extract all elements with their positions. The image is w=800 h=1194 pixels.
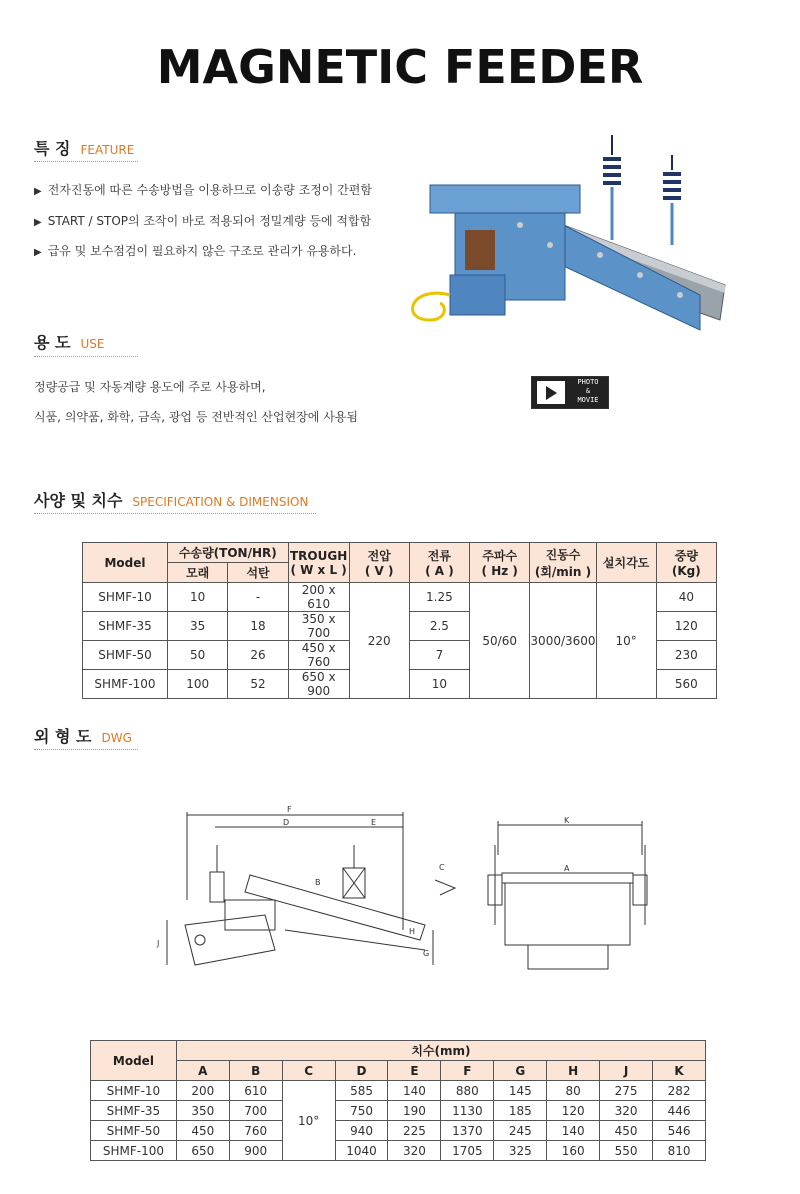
- table-cell: 230: [656, 641, 716, 670]
- table-row: [91, 1101, 706, 1121]
- spec-underline: [34, 513, 316, 514]
- table-cell: 1130: [441, 1101, 494, 1121]
- table-cell: 320: [388, 1141, 441, 1161]
- table-cell: 200 x 610: [288, 583, 349, 612]
- table-cell: 550: [600, 1141, 653, 1161]
- bullet-arrow-icon: ▶: [34, 186, 42, 197]
- page-title: MAGNETIC FEEDER: [156, 40, 644, 94]
- feature-item-text: 전자진동에 따른 수송방법을 이용하므로 이송량 조정이 간편함: [47, 183, 372, 197]
- dim-label-b: B: [315, 878, 321, 887]
- table-cell: 900: [229, 1141, 282, 1161]
- table-cell: 450: [176, 1121, 229, 1141]
- spec-heading: [34, 488, 308, 512]
- spec-header-model: Model: [83, 543, 168, 583]
- feature-heading-en: FEATURE: [80, 143, 135, 157]
- dim-col-g: G: [494, 1061, 547, 1081]
- table-cell: 80: [547, 1081, 600, 1101]
- film-icon: [537, 381, 565, 404]
- table-cell: 760: [229, 1121, 282, 1141]
- table-cell: 245: [494, 1121, 547, 1141]
- spec-table: [82, 542, 717, 699]
- table-cell: 200: [176, 1081, 229, 1101]
- feature-item: [34, 242, 356, 259]
- table-cell: 810: [653, 1141, 706, 1161]
- dwg-heading: [34, 724, 132, 748]
- table-cell: 446: [653, 1101, 706, 1121]
- spec-header-current: 전류 ( A ): [409, 543, 469, 583]
- table-cell: 26: [228, 641, 288, 670]
- magnetic-feeder-photo: [400, 135, 730, 340]
- dim-label-c: C: [439, 863, 445, 872]
- dim-c-cell: 10°: [282, 1081, 335, 1161]
- bullet-arrow-icon: ▶: [34, 247, 42, 258]
- table-cell: 190: [388, 1101, 441, 1121]
- table-cell: SHMF-50: [83, 641, 168, 670]
- table-cell: 750: [335, 1101, 388, 1121]
- table-cell: 1370: [441, 1121, 494, 1141]
- dwg-heading-ko: 외 형 도: [34, 727, 92, 746]
- table-cell: SHMF-50: [91, 1121, 177, 1141]
- table-cell: 325: [494, 1141, 547, 1161]
- use-heading: [34, 330, 104, 354]
- dim-col-c: C: [282, 1061, 335, 1081]
- dimension-table: [90, 1040, 706, 1161]
- table-cell: 282: [653, 1081, 706, 1101]
- table-row: [91, 1141, 706, 1161]
- feature-item: [34, 181, 372, 198]
- table-cell: 52: [228, 670, 288, 699]
- spec-header-weight: 중량 (Kg): [656, 543, 716, 583]
- table-cell: 2.5: [409, 612, 469, 641]
- dim-header-model: Model: [91, 1041, 177, 1081]
- table-cell: 145: [494, 1081, 547, 1101]
- dim-col-k: K: [653, 1061, 706, 1081]
- table-cell: 275: [600, 1081, 653, 1101]
- spec-angle-cell: 10°: [596, 583, 656, 699]
- feature-item-text: START / STOP의 조작이 바로 적용되어 정밀계량 등에 적합함: [47, 214, 372, 228]
- dim-label-e: E: [371, 818, 377, 827]
- table-row: [83, 583, 717, 612]
- table-cell: 10: [168, 583, 228, 612]
- use-underline: [34, 356, 138, 357]
- dwg-heading-en: DWG: [101, 731, 132, 745]
- table-cell: 140: [547, 1121, 600, 1141]
- table-cell: SHMF-35: [83, 612, 168, 641]
- photo-movie-button[interactable]: [531, 376, 609, 409]
- dim-label-f: F: [287, 805, 292, 814]
- table-cell: 1705: [441, 1141, 494, 1161]
- table-cell: 120: [547, 1101, 600, 1121]
- spec-header-voltage: 전압 ( V ): [349, 543, 409, 583]
- spec-heading-en: SPECIFICATION & DIMENSION: [132, 495, 309, 509]
- table-row: [91, 1081, 706, 1101]
- use-line: 정량공급 및 자동계량 용도에 주로 사용하며,: [34, 380, 266, 394]
- movie-label-movie: MOVIE: [577, 396, 599, 404]
- dim-col-j: J: [600, 1061, 653, 1081]
- table-cell: 10: [409, 670, 469, 699]
- table-cell: 940: [335, 1121, 388, 1141]
- spec-header-sand: 모래: [168, 563, 228, 583]
- feature-item: [34, 212, 371, 229]
- table-cell: 18: [228, 612, 288, 641]
- feature-underline: [34, 161, 138, 162]
- feature-heading-ko: 특 징: [34, 139, 71, 158]
- table-cell: SHMF-10: [83, 583, 168, 612]
- table-cell: 185: [494, 1101, 547, 1121]
- feature-item-text: 급유 및 보수점검이 필요하지 않은 구조로 관리가 유용하다.: [47, 244, 357, 258]
- side-view-drawing: [155, 800, 465, 980]
- table-cell: SHMF-100: [91, 1141, 177, 1161]
- spec-header-capacity: 수송량(TON/HR): [168, 543, 289, 563]
- table-cell: 7: [409, 641, 469, 670]
- table-cell: 140: [388, 1081, 441, 1101]
- use-heading-en: USE: [80, 337, 105, 351]
- dim-label-k: K: [564, 816, 570, 825]
- movie-label-amp: &: [585, 387, 591, 395]
- spec-heading-ko: 사양 및 치수: [34, 491, 123, 510]
- table-cell: 225: [388, 1121, 441, 1141]
- spec-freq-cell: 50/60: [470, 583, 530, 699]
- table-cell: 546: [653, 1121, 706, 1141]
- table-cell: 450 x 760: [288, 641, 349, 670]
- dim-label-j: J: [157, 939, 160, 948]
- table-cell: 585: [335, 1081, 388, 1101]
- spec-voltage-cell: 220: [349, 583, 409, 699]
- table-cell: 120: [656, 612, 716, 641]
- dim-col-h: H: [547, 1061, 600, 1081]
- dim-col-b: B: [229, 1061, 282, 1081]
- table-row: [91, 1121, 706, 1141]
- table-cell: 100: [168, 670, 228, 699]
- table-cell: 650: [176, 1141, 229, 1161]
- use-line: 식품, 의약품, 화학, 금속, 광업 등 전반적인 산업현장에 사용됨: [34, 410, 358, 424]
- dim-label-g: G: [423, 949, 430, 958]
- table-cell: 880: [441, 1081, 494, 1101]
- table-cell: 350 x 700: [288, 612, 349, 641]
- spec-header-angle: 설치각도: [596, 543, 656, 583]
- feature-heading: [34, 136, 134, 160]
- table-cell: 650 x 900: [288, 670, 349, 699]
- table-cell: -: [228, 583, 288, 612]
- dim-col-e: E: [388, 1061, 441, 1081]
- table-cell: 700: [229, 1101, 282, 1121]
- table-cell: 35: [168, 612, 228, 641]
- table-cell: SHMF-10: [91, 1081, 177, 1101]
- spec-header-trough: TROUGH ( W x L ): [288, 543, 349, 583]
- table-cell: SHMF-100: [83, 670, 168, 699]
- front-view-drawing: [480, 815, 655, 975]
- table-cell: 560: [656, 670, 716, 699]
- table-cell: 1.25: [409, 583, 469, 612]
- dim-col-f: F: [441, 1061, 494, 1081]
- spec-header-freq: 주파수 ( Hz ): [470, 543, 530, 583]
- bullet-arrow-icon: ▶: [34, 217, 42, 228]
- dim-label-d: D: [283, 818, 290, 827]
- table-cell: 1040: [335, 1141, 388, 1161]
- spec-header-coal: 석탄: [228, 563, 288, 583]
- table-cell: 50: [168, 641, 228, 670]
- dim-header-dims: 치수(mm): [176, 1041, 705, 1061]
- table-cell: 40: [656, 583, 716, 612]
- dim-label-a: A: [564, 864, 570, 873]
- table-cell: 160: [547, 1141, 600, 1161]
- use-heading-ko: 용 도: [34, 333, 71, 352]
- dim-col-d: D: [335, 1061, 388, 1081]
- dwg-underline: [34, 749, 138, 750]
- table-cell: 450: [600, 1121, 653, 1141]
- table-cell: 350: [176, 1101, 229, 1121]
- spec-header-vib: 진동수 (회/min ): [530, 543, 596, 583]
- spec-vib-cell: 3000/3600: [530, 583, 596, 699]
- dim-label-h: H: [409, 927, 416, 936]
- movie-label-photo: PHOTO: [577, 378, 599, 386]
- table-cell: 610: [229, 1081, 282, 1101]
- table-cell: 320: [600, 1101, 653, 1121]
- table-cell: SHMF-35: [91, 1101, 177, 1121]
- dim-col-a: A: [176, 1061, 229, 1081]
